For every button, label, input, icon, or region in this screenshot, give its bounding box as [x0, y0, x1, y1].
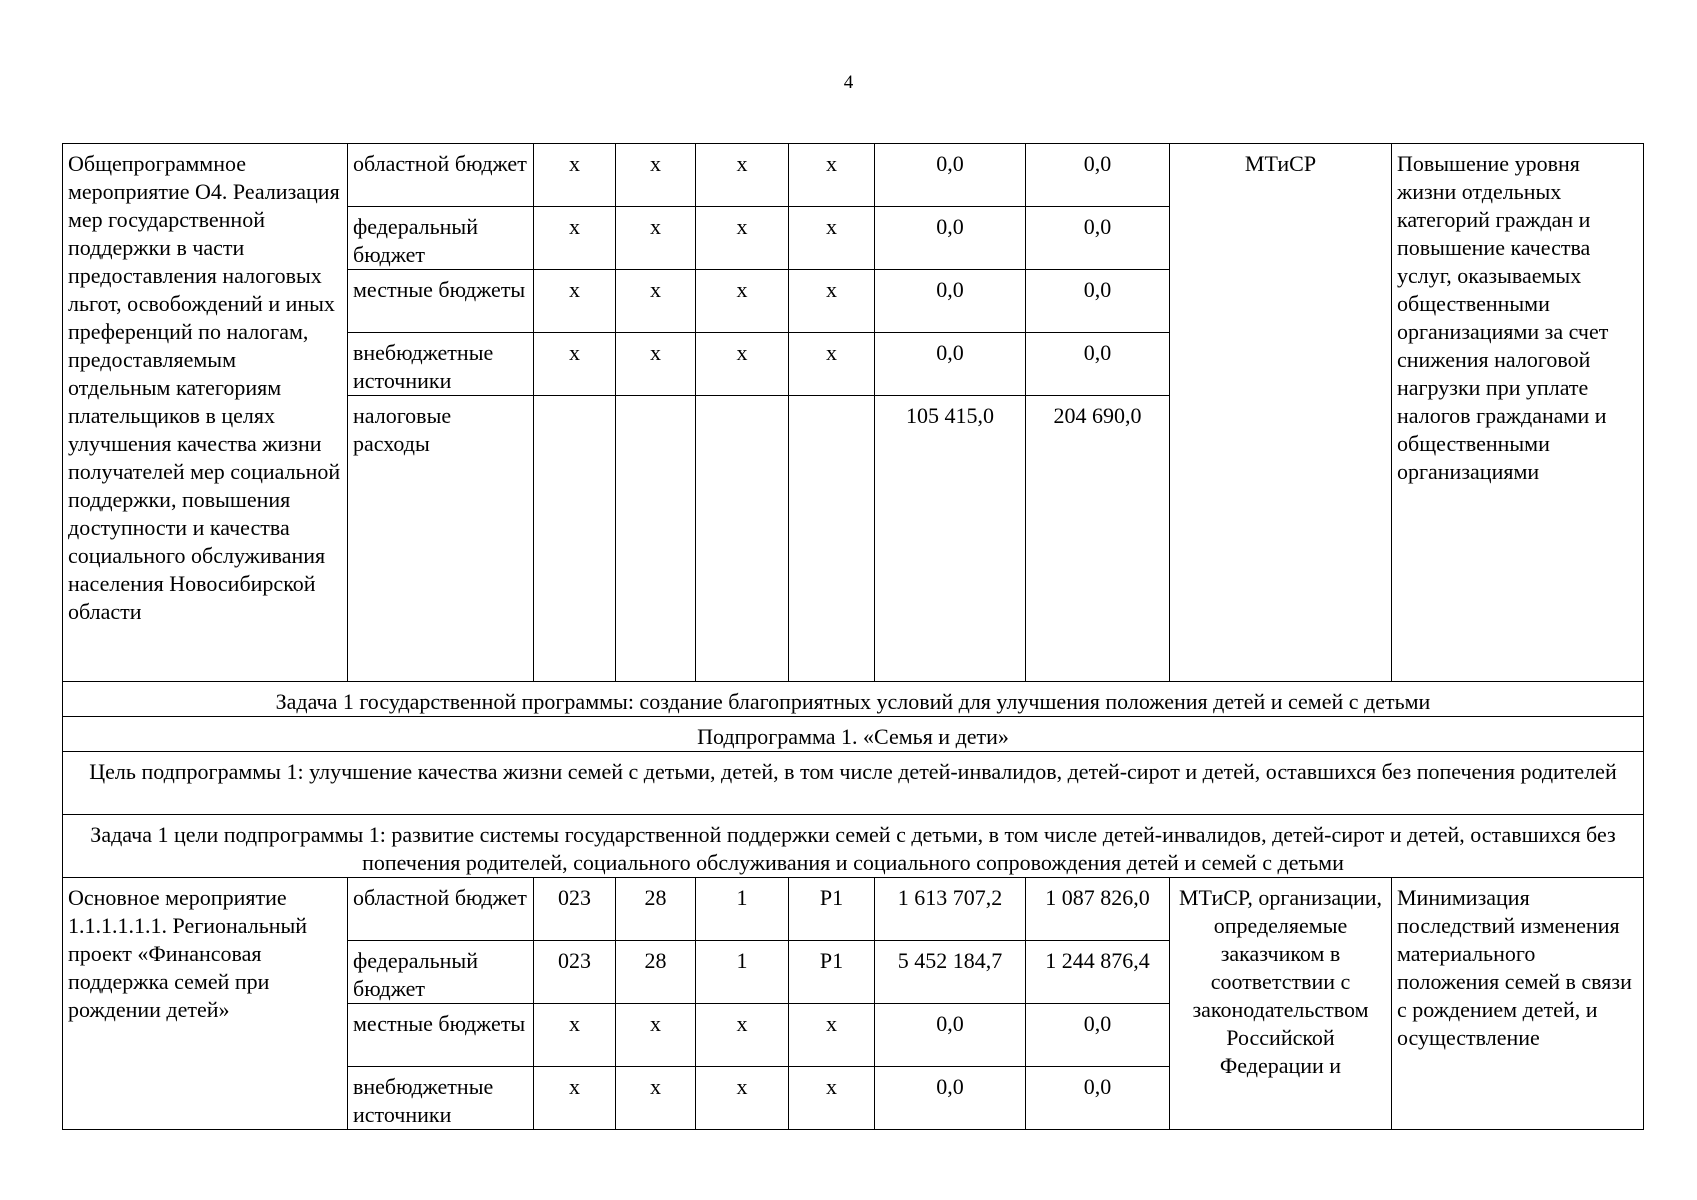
code-cell: х	[616, 144, 696, 207]
result-cell: Повышение уровня жизни отдельных категорий граждан и повышение качества услуг, оказываемых общественными организациями за счет снижения налоговой нагрузки при уплате налогов гражданами и общественными организациями	[1392, 144, 1644, 682]
code-cell: х	[534, 1067, 616, 1130]
code-cell: х	[616, 333, 696, 396]
value-cell: 0,0	[1026, 1004, 1170, 1067]
table-row	[63, 752, 1644, 815]
measure-name-cell: Общепрограммное мероприятие О4. Реализация мер государственной поддержки в части предоставления налоговых льгот, освобождений и иных преференций по налогам, предоставляемым отдельным категориям плательщиков в целях улучшения качества жизни получателей мер социальной поддержки, повышения доступности и качества социального обслуживания населения Новосибирской области	[63, 144, 348, 682]
code-cell: х	[534, 333, 616, 396]
value-cell: 1 244 876,4	[1026, 941, 1170, 1004]
code-cell: х	[789, 333, 875, 396]
code-cell: 1	[696, 878, 789, 941]
code-cell: х	[789, 144, 875, 207]
code-cell: 1	[696, 941, 789, 1004]
code-cell: х	[789, 207, 875, 270]
code-cell: х	[696, 333, 789, 396]
source-cell: федеральный бюджет	[348, 941, 534, 1004]
measure-name-cell: Основное мероприятие 1.1.1.1.1.1. Региональный проект «Финансовая поддержка семей при рождении детей»	[63, 878, 348, 1130]
code-cell: х	[534, 270, 616, 333]
code-cell: х	[534, 207, 616, 270]
code-cell	[696, 396, 789, 682]
source-cell: федеральный бюджет	[348, 207, 534, 270]
code-cell	[789, 396, 875, 682]
value-cell: 105 415,0	[875, 396, 1026, 682]
code-cell: х	[616, 207, 696, 270]
result-cell: Минимизация последствий изменения материального положения семей в связи с рождением детей, и осуществление	[1392, 878, 1644, 1130]
code-cell: х	[696, 270, 789, 333]
source-cell: областной бюджет	[348, 878, 534, 941]
source-cell: налоговые расходы	[348, 396, 534, 682]
value-cell: 5 452 184,7	[875, 941, 1026, 1004]
subprogram-heading: Подпрограмма 1. «Семья и дети»	[63, 717, 1644, 752]
subprogram-goal-heading: Цель подпрограммы 1: улучшение качества жизни семей с детьми, детей, в том числе детей-инвалидов, детей-сирот и детей, оставшихся без попечения родителей	[63, 752, 1644, 815]
code-cell: х	[696, 1067, 789, 1130]
code-cell: х	[789, 270, 875, 333]
code-cell: 023	[534, 941, 616, 1004]
code-cell: Р1	[789, 941, 875, 1004]
code-cell: х	[616, 270, 696, 333]
value-cell: 0,0	[1026, 144, 1170, 207]
table-row	[63, 144, 1644, 207]
table-row	[63, 815, 1644, 878]
code-cell	[534, 396, 616, 682]
code-cell: х	[534, 1004, 616, 1067]
code-cell: Р1	[789, 878, 875, 941]
table-row	[63, 682, 1644, 717]
code-cell: х	[789, 1004, 875, 1067]
code-cell: х	[534, 144, 616, 207]
source-cell: внебюджетные источники	[348, 333, 534, 396]
table-row	[63, 878, 1644, 941]
program-table	[62, 143, 1644, 1130]
value-cell: 0,0	[1026, 1067, 1170, 1130]
value-cell: 0,0	[875, 1067, 1026, 1130]
value-cell: 1 613 707,2	[875, 878, 1026, 941]
value-cell: 0,0	[875, 333, 1026, 396]
executor-cell: МТиСР	[1170, 144, 1392, 682]
code-cell: х	[616, 1004, 696, 1067]
code-cell	[616, 396, 696, 682]
source-cell: местные бюджеты	[348, 270, 534, 333]
value-cell: 0,0	[1026, 270, 1170, 333]
value-cell: 0,0	[875, 1004, 1026, 1067]
value-cell: 0,0	[1026, 333, 1170, 396]
value-cell: 0,0	[1026, 207, 1170, 270]
code-cell: х	[696, 1004, 789, 1067]
executor-cell: МТиСР, организации, определяемые заказчиком в соответствии с законодательством Российской Федерации и	[1170, 878, 1392, 1130]
code-cell: х	[789, 1067, 875, 1130]
source-cell: областной бюджет	[348, 144, 534, 207]
code-cell: х	[696, 144, 789, 207]
code-cell: х	[696, 207, 789, 270]
code-cell: 28	[616, 941, 696, 1004]
source-cell: местные бюджеты	[348, 1004, 534, 1067]
value-cell: 204 690,0	[1026, 396, 1170, 682]
source-cell: внебюджетные источники	[348, 1067, 534, 1130]
subprogram-task-heading: Задача 1 цели подпрограммы 1: развитие системы государственной поддержки семей с детьми, в том числе детей-инвалидов, детей-сирот и детей, оставшихся без попечения родителей, социального обслуживания и социального сопровождения детей и семей с детьми	[63, 815, 1644, 878]
code-cell: 023	[534, 878, 616, 941]
code-cell: 28	[616, 878, 696, 941]
value-cell: 0,0	[875, 270, 1026, 333]
program-task-heading: Задача 1 государственной программы: создание благоприятных условий для улучшения положения детей и семей с детьми	[63, 682, 1644, 717]
value-cell: 0,0	[875, 144, 1026, 207]
value-cell: 1 087 826,0	[1026, 878, 1170, 941]
code-cell: х	[616, 1067, 696, 1130]
value-cell: 0,0	[875, 207, 1026, 270]
table-row	[63, 717, 1644, 752]
page-number: 4	[843, 72, 854, 93]
